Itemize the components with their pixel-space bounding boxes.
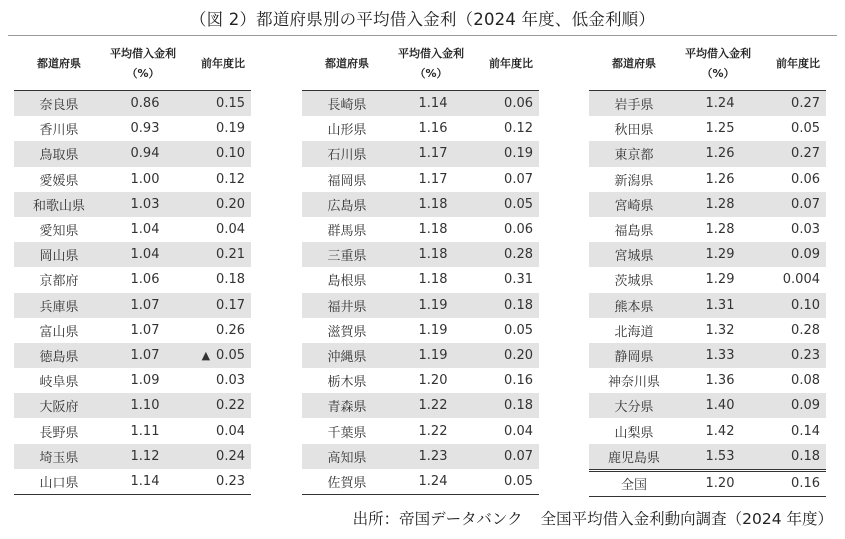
pref-cell: 長野県 <box>39 425 79 441</box>
pref-cell: 奈良県 <box>14 91 104 117</box>
change-value: 0.06 <box>504 96 533 112</box>
change-cell <box>470 116 539 141</box>
change-value: 0.09 <box>791 398 820 414</box>
rate-cell: 1.09 <box>130 373 160 389</box>
rate-cell: 1.23 <box>392 444 470 469</box>
rate-cell: 1.19 <box>392 293 470 318</box>
table-row <box>302 141 539 166</box>
pref-cell: 三重県 <box>302 242 392 267</box>
change-value: 0.18 <box>216 272 245 288</box>
table-row <box>589 141 826 166</box>
table-row <box>589 343 826 368</box>
pref-cell: 大阪府 <box>14 393 104 418</box>
rate-cell: 1.53 <box>679 444 757 471</box>
figure-title: （図 2）都道府県別の平均借入金利（2024 年度、低金利順） <box>189 10 656 29</box>
header-rate: 平均借入金利 （%） <box>104 37 182 91</box>
table-row <box>14 192 251 217</box>
pref-cell: 千葉県 <box>327 425 367 441</box>
pref-cell: 岡山県 <box>14 242 104 267</box>
rate-cell: 1.22 <box>418 423 448 439</box>
rate-cell: 1.29 <box>705 272 735 288</box>
table-row <box>589 393 826 418</box>
change-cell <box>757 267 826 292</box>
change-cell <box>182 192 251 217</box>
change-value: 0.04 <box>504 423 533 439</box>
rate-cell: 1.42 <box>705 423 735 439</box>
header-pref: 都道府県 <box>14 37 104 91</box>
table-row <box>14 116 251 141</box>
change-value: 0.05 <box>504 196 533 212</box>
header-change: 前年度比 <box>470 37 539 91</box>
change-cell <box>182 469 251 495</box>
change-value: 0.27 <box>791 146 820 162</box>
rate-cell: 1.18 <box>392 192 470 217</box>
pref-cell: 秋田県 <box>614 123 654 139</box>
table-body <box>302 91 539 495</box>
change-cell <box>470 368 539 393</box>
rate-cell: 1.11 <box>130 423 160 439</box>
change-value: 0.07 <box>504 448 533 464</box>
header-rate: 平均借入金利 （%） <box>392 37 470 91</box>
source-label: 出所：帝国データバンク <box>352 510 523 528</box>
pref-cell: 新潟県 <box>614 173 654 189</box>
change-value: 0.17 <box>216 297 245 313</box>
change-value: 0.23 <box>791 347 820 363</box>
rate-cell: 1.24 <box>679 91 757 117</box>
change-value: 0.12 <box>216 171 245 187</box>
rate-cell: 1.03 <box>104 192 182 217</box>
table-header-row <box>589 37 826 91</box>
rate-cell: 1.33 <box>679 343 757 368</box>
change-cell <box>757 167 826 192</box>
table-row <box>302 343 539 368</box>
table-row <box>302 293 539 318</box>
pref-cell: 滋賀県 <box>327 324 367 340</box>
pref-cell: 福岡県 <box>327 173 367 189</box>
pref-cell: 大分県 <box>589 393 679 418</box>
change-cell <box>182 318 251 343</box>
rate-cell: 1.40 <box>679 393 757 418</box>
change-cell <box>757 444 826 471</box>
national-total-row <box>589 470 826 496</box>
change-cell <box>470 192 539 217</box>
change-cell <box>470 217 539 242</box>
change-cell <box>182 343 251 368</box>
table-row <box>589 242 826 267</box>
change-cell <box>757 91 826 117</box>
change-value: 0.08 <box>791 373 820 389</box>
change-value: 0.31 <box>504 272 533 288</box>
change-value: 0.05 <box>504 322 533 338</box>
table-row <box>14 469 251 495</box>
change-cell <box>470 267 539 292</box>
pref-cell: 島根県 <box>327 274 367 290</box>
change-cell <box>757 192 826 217</box>
change-cell <box>182 393 251 418</box>
rate-table-2 <box>302 37 539 495</box>
table-row <box>14 444 251 469</box>
rate-cell: 1.29 <box>679 242 757 267</box>
table-row <box>14 91 251 117</box>
table-row <box>302 469 539 495</box>
rate-cell: 1.10 <box>104 393 182 418</box>
change-cell <box>470 141 539 166</box>
change-value: 0.20 <box>216 196 245 212</box>
table-row <box>302 242 539 267</box>
table-row <box>14 267 251 292</box>
pref-cell: 山形県 <box>327 123 367 139</box>
table-row <box>14 318 251 343</box>
change-cell <box>757 368 826 393</box>
source-note <box>353 507 833 529</box>
change-value: 0.06 <box>791 171 820 187</box>
rate-cell: 1.20 <box>418 373 448 389</box>
pref-cell: 和歌山県 <box>14 192 104 217</box>
table-row <box>589 318 826 343</box>
change-cell <box>470 318 539 343</box>
pref-cell: 高知県 <box>302 444 392 469</box>
change-cell <box>470 418 539 443</box>
table-row <box>14 418 251 443</box>
table-row <box>14 368 251 393</box>
total-pref: 全国 <box>589 470 679 496</box>
change-cell <box>182 167 251 192</box>
rate-cell: 1.24 <box>392 469 470 495</box>
table-row <box>14 167 251 192</box>
change-value: 0.05 <box>216 347 245 363</box>
change-cell <box>757 293 826 318</box>
change-value: 0.15 <box>216 96 245 112</box>
rate-cell: 1.12 <box>104 444 182 469</box>
rate-cell: 1.18 <box>418 222 448 238</box>
change-cell <box>182 141 251 166</box>
change-value: 0.09 <box>791 247 820 263</box>
change-value: 0.18 <box>791 448 820 464</box>
rate-cell: 1.07 <box>130 322 160 338</box>
change-cell <box>182 418 251 443</box>
table-row <box>302 167 539 192</box>
change-cell <box>757 116 826 141</box>
change-value: 0.004 <box>782 272 820 288</box>
rate-cell: 1.26 <box>679 141 757 166</box>
pref-cell: 愛媛県 <box>39 173 79 189</box>
change-value: 0.12 <box>504 121 533 137</box>
table-row <box>14 242 251 267</box>
pref-cell: 埼玉県 <box>14 444 104 469</box>
rate-cell: 1.26 <box>705 171 735 187</box>
change-value: 0.05 <box>791 121 820 137</box>
table-header-row <box>14 37 251 91</box>
change-cell <box>757 141 826 166</box>
pref-cell: 徳島県 <box>14 343 104 368</box>
change-value: 0.28 <box>791 322 820 338</box>
pref-cell: 長崎県 <box>302 91 392 117</box>
total-change: 0.16 <box>757 470 826 496</box>
rate-cell: 1.17 <box>392 141 470 166</box>
title-divider <box>8 35 837 36</box>
change-cell <box>182 293 251 318</box>
pref-cell: 茨城県 <box>614 274 654 290</box>
table-row <box>14 343 251 368</box>
pref-cell: 岐阜県 <box>39 375 79 391</box>
table-row <box>302 192 539 217</box>
change-value: 0.04 <box>216 423 245 439</box>
rate-cell: 1.14 <box>392 91 470 117</box>
pref-cell: 北海道 <box>614 324 654 340</box>
pref-cell: 群馬県 <box>327 224 367 240</box>
pref-cell: 鳥取県 <box>14 141 104 166</box>
rate-cell: 0.86 <box>104 91 182 117</box>
pref-cell: 富山県 <box>39 324 79 340</box>
rate-cell: 1.04 <box>104 242 182 267</box>
pref-cell: 鹿児島県 <box>589 444 679 471</box>
change-value: 0.26 <box>216 322 245 338</box>
change-cell <box>757 418 826 443</box>
rate-cell: 1.06 <box>130 272 160 288</box>
header-pref: 都道府県 <box>302 37 392 91</box>
rate-cell: 1.25 <box>705 121 735 137</box>
pref-cell: 香川県 <box>39 123 79 139</box>
rate-cell: 1.04 <box>130 222 160 238</box>
change-value: 0.20 <box>504 347 533 363</box>
table-row <box>589 91 826 117</box>
change-value: 0.22 <box>216 398 245 414</box>
change-cell <box>757 343 826 368</box>
change-value: 0.03 <box>216 373 245 389</box>
change-cell <box>182 444 251 469</box>
table-row <box>302 318 539 343</box>
rate-cell: 1.14 <box>104 469 182 495</box>
pref-cell: 宮崎県 <box>589 192 679 217</box>
rate-cell: 1.17 <box>418 171 448 187</box>
pref-cell: 兵庫県 <box>14 293 104 318</box>
table-row <box>302 368 539 393</box>
table-row <box>589 167 826 192</box>
table-body <box>589 91 826 471</box>
change-value: 0.06 <box>504 222 533 238</box>
table-row <box>302 267 539 292</box>
change-value: 0.27 <box>791 96 820 112</box>
rate-cell: 1.07 <box>104 343 182 368</box>
table-row <box>589 293 826 318</box>
header-pref: 都道府県 <box>589 37 679 91</box>
table-row <box>589 418 826 443</box>
rate-cell: 1.28 <box>705 222 735 238</box>
change-value: 0.16 <box>504 373 533 389</box>
pref-cell: 神奈川県 <box>607 375 660 391</box>
change-cell <box>757 393 826 418</box>
table-row <box>589 116 826 141</box>
pref-cell: 福井県 <box>302 293 392 318</box>
pref-cell: 京都府 <box>39 274 79 290</box>
source-report: 全国平均借入金利動向調査（2024 年度） <box>540 510 833 528</box>
change-cell <box>470 444 539 469</box>
change-value: 0.23 <box>216 473 245 489</box>
change-cell <box>470 167 539 192</box>
table-row <box>589 368 826 393</box>
rate-cell: 1.31 <box>679 293 757 318</box>
pref-cell: 静岡県 <box>589 343 679 368</box>
pref-cell: 岩手県 <box>589 91 679 117</box>
change-value: 0.04 <box>216 222 245 238</box>
change-value: 0.18 <box>504 297 533 313</box>
change-cell <box>757 242 826 267</box>
change-value: 0.05 <box>504 473 533 489</box>
pref-cell: 熊本県 <box>589 293 679 318</box>
change-cell <box>470 343 539 368</box>
change-value: 0.07 <box>504 171 533 187</box>
pref-cell: 東京都 <box>589 141 679 166</box>
table-row <box>14 217 251 242</box>
rate-cell: 1.32 <box>705 322 735 338</box>
change-value: 0.10 <box>791 297 820 313</box>
table-row <box>302 418 539 443</box>
rate-cell: 1.07 <box>104 293 182 318</box>
table-row <box>302 116 539 141</box>
pref-cell: 愛知県 <box>39 224 79 240</box>
change-cell <box>470 242 539 267</box>
pref-cell: 福島県 <box>614 224 654 240</box>
change-cell <box>757 217 826 242</box>
decrease-triangle-icon: ▲ <box>201 348 211 362</box>
table-row <box>302 393 539 418</box>
table-body <box>14 91 251 495</box>
pref-cell: 沖縄県 <box>302 343 392 368</box>
rate-cell: 1.22 <box>392 393 470 418</box>
total-rate: 1.20 <box>679 470 757 496</box>
rate-table-3 <box>589 37 826 497</box>
change-cell <box>470 91 539 117</box>
change-value: 0.19 <box>504 146 533 162</box>
change-cell <box>470 469 539 495</box>
change-cell <box>182 242 251 267</box>
rate-table-1 <box>14 37 251 495</box>
pref-cell: 佐賀県 <box>302 469 392 495</box>
table-row <box>302 217 539 242</box>
change-cell <box>182 91 251 117</box>
change-value: 0.07 <box>791 196 820 212</box>
header-change: 前年度比 <box>182 37 251 91</box>
table-row <box>589 192 826 217</box>
rate-cell: 1.16 <box>418 121 448 137</box>
pref-cell: 山口県 <box>14 469 104 495</box>
table-row <box>589 267 826 292</box>
rate-cell: 1.18 <box>418 272 448 288</box>
rate-cell: 1.19 <box>392 343 470 368</box>
change-value: 0.19 <box>216 121 245 137</box>
table-row <box>14 393 251 418</box>
rate-cell: 1.19 <box>418 322 448 338</box>
change-cell <box>182 217 251 242</box>
header-rate: 平均借入金利 （%） <box>679 37 757 91</box>
change-value: 0.21 <box>216 247 245 263</box>
change-value: 0.10 <box>216 146 245 162</box>
table-row <box>302 91 539 117</box>
header-change: 前年度比 <box>757 37 826 91</box>
change-value: 0.24 <box>216 448 245 464</box>
table-row <box>589 444 826 471</box>
change-cell <box>757 318 826 343</box>
rate-cell: 1.00 <box>130 171 160 187</box>
table-header-row <box>302 37 539 91</box>
table-row <box>14 141 251 166</box>
change-cell <box>182 267 251 292</box>
rate-cell: 0.93 <box>130 121 160 137</box>
pref-cell: 青森県 <box>302 393 392 418</box>
change-value: 0.28 <box>504 247 533 263</box>
change-value: 0.03 <box>791 222 820 238</box>
pref-cell: 宮城県 <box>589 242 679 267</box>
pref-cell: 石川県 <box>302 141 392 166</box>
rate-cell: 1.18 <box>392 242 470 267</box>
change-value: 0.18 <box>504 398 533 414</box>
pref-cell: 広島県 <box>302 192 392 217</box>
pref-cell: 山梨県 <box>614 425 654 441</box>
change-cell <box>470 293 539 318</box>
rate-cell: 0.94 <box>104 141 182 166</box>
rate-cell: 1.36 <box>705 373 735 389</box>
table-row <box>302 444 539 469</box>
table-row <box>589 217 826 242</box>
pref-cell: 栃木県 <box>327 375 367 391</box>
table-row <box>14 293 251 318</box>
change-cell <box>470 393 539 418</box>
change-cell <box>182 368 251 393</box>
rate-cell: 1.28 <box>679 192 757 217</box>
change-cell <box>182 116 251 141</box>
change-value: 0.14 <box>791 423 820 439</box>
